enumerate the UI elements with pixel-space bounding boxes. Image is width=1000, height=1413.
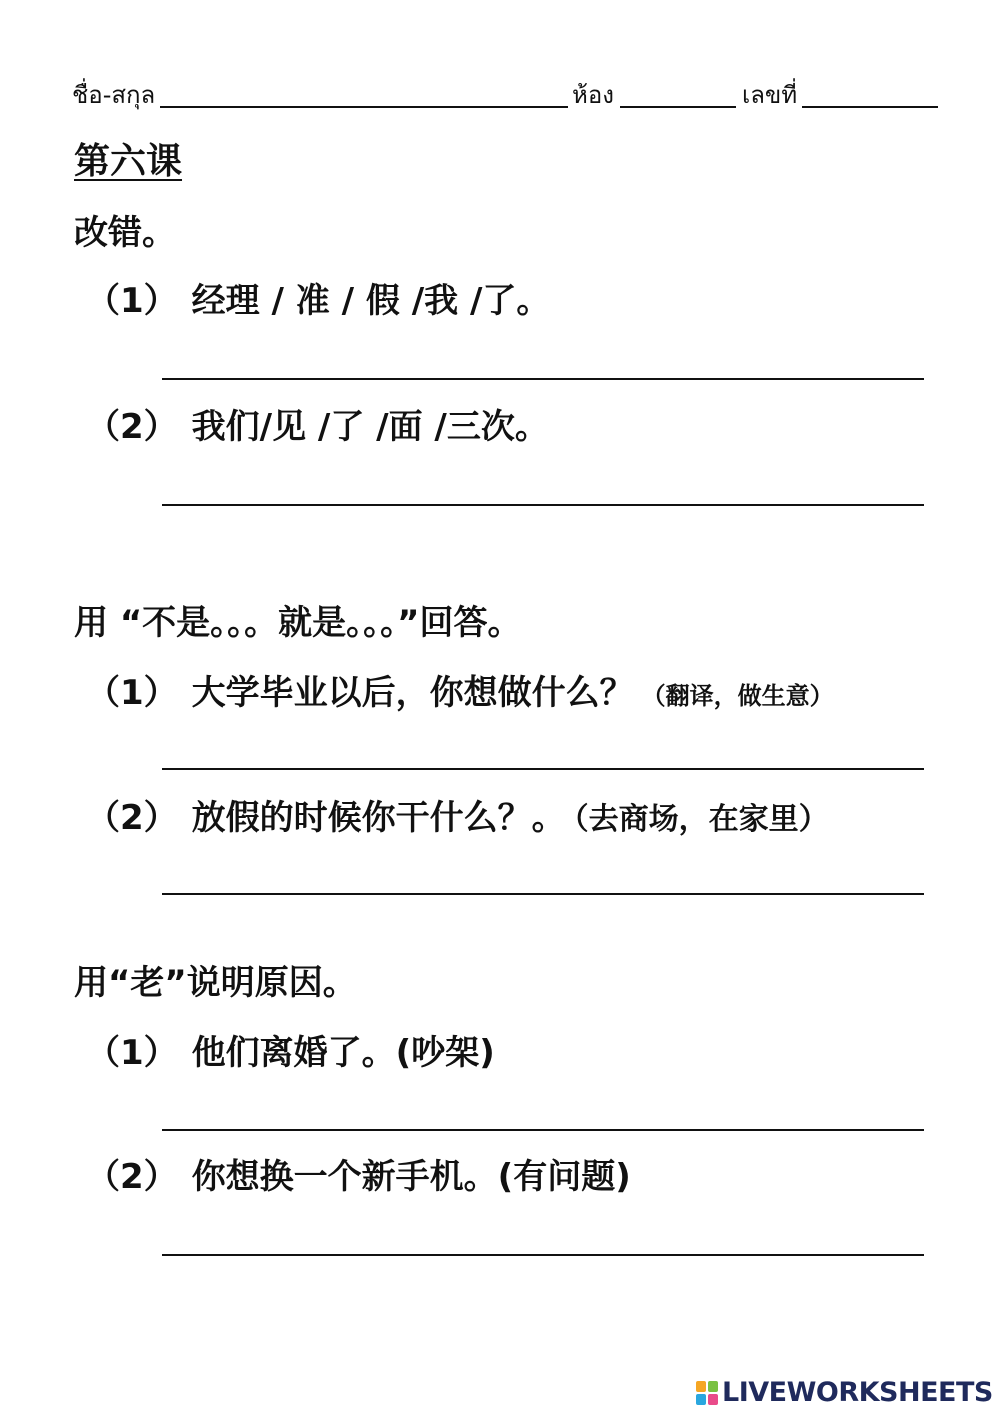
question-row [86,280,550,322]
answer-input[interactable] [162,730,928,766]
name-label: ชื่อ-สกุล [72,81,156,109]
question-row [86,406,549,448]
answer-line [162,1129,924,1131]
logo-text: LIVEWORKSHEETS [722,1377,993,1408]
question-number: （1） [86,281,178,321]
section-title: 改错。 [74,213,176,253]
answer-input[interactable] [162,466,928,502]
number-label: เลขที่ [742,81,798,109]
question-row [86,1032,495,1074]
answer-line [162,893,924,895]
answer-line [162,1254,924,1256]
question-number: （1） [86,1033,178,1073]
answer-line [162,504,924,506]
number-field[interactable] [802,106,938,108]
question-hint: （去商场，在家里） [573,802,829,837]
lesson-title: 第六课 [74,141,183,182]
question-text: 大学毕业以后，你想做什么？ [191,673,634,713]
question-text: 你想换一个新手机。(有问题) [191,1157,631,1197]
answer-input[interactable] [162,1216,928,1252]
question-text: 他们离婚了。(吵架) [191,1033,495,1073]
answer-line [162,768,924,770]
room-label: ห้อง [572,81,614,109]
answer-input[interactable] [162,340,928,376]
section-title: 用 “不是。。。就是。。。”回答。 [74,603,522,643]
question-text: 我们/见 /了 /面 /三次。 [191,407,549,447]
answer-line [162,378,924,380]
answer-input[interactable] [162,1091,928,1127]
section-title: 用“老”说明原因。 [74,963,357,1003]
room-field[interactable] [620,106,736,108]
question-number: （2） [86,407,178,447]
question-row [86,797,829,841]
question-hint: （翻译，做生意） [641,682,834,710]
question-number: （2） [86,798,178,838]
question-number: （2） [86,1157,178,1197]
question-text: 放假的时候你干什么？。 [191,798,566,838]
question-row [86,1156,631,1198]
liveworksheets-logo [696,1378,993,1408]
logo-tiles-icon [696,1381,718,1405]
question-number: （1） [86,673,178,713]
question-row [86,672,834,717]
answer-input[interactable] [162,855,928,891]
name-field[interactable] [160,106,568,108]
question-text: 经理 / 准 / 假 /我 /了。 [191,281,551,321]
